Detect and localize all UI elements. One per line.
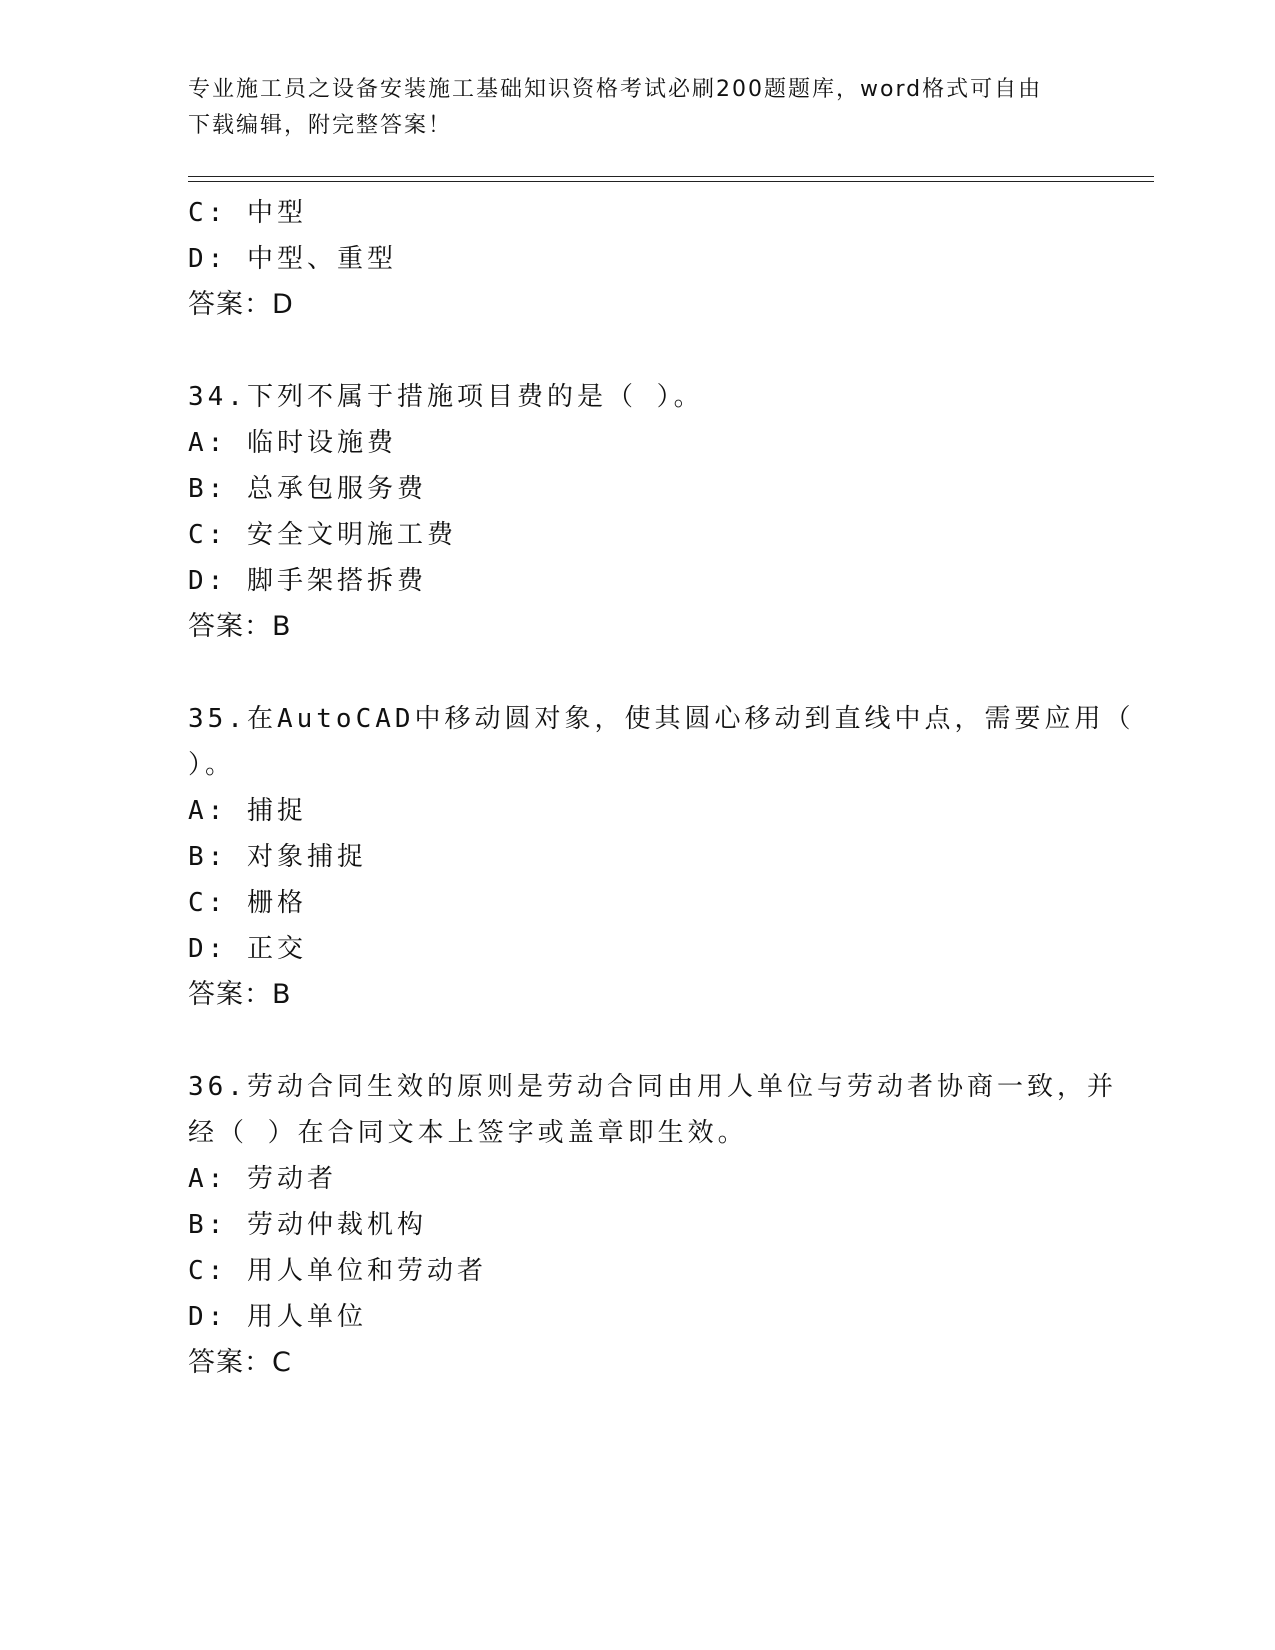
question-34 <box>188 374 1148 650</box>
answer-line: 答案：C <box>188 1347 292 1378</box>
option-d: D: 脚手架搭拆费 <box>188 566 427 596</box>
question-text: 35.在AutoCAD中移动圆对象，使其圆心移动到直线中点，需要应用（ <box>188 704 1135 734</box>
answer-line: 答案：B <box>188 611 292 642</box>
option-b: B: 对象捕捉 <box>188 842 367 872</box>
option-c: C: 安全文明施工费 <box>188 520 457 550</box>
answer-line: 答案：D <box>188 289 294 320</box>
option-a: A: 劳动者 <box>188 1164 337 1194</box>
spacer <box>188 650 1148 696</box>
option-a: A: 捕捉 <box>188 796 307 826</box>
header-title-line-1: 专业施工员之设备安装施工基础知识资格考试必刷200题题库，word格式可自由 <box>188 77 1043 102</box>
question-33-continued <box>188 190 1148 328</box>
header-title-line-2: 下载编辑，附完整答案！ <box>188 113 453 138</box>
header-divider-top <box>188 176 1154 177</box>
spacer <box>188 1018 1148 1064</box>
question-text: 34.下列不属于措施项目费的是（ ）。 <box>188 382 704 412</box>
option-d: D: 正交 <box>188 934 307 964</box>
question-text-continued: 经（ ）在合同文本上签字或盖章即生效。 <box>188 1118 748 1148</box>
option-d: D: 中型、重型 <box>188 244 397 274</box>
option-a: A: 临时设施费 <box>188 428 397 458</box>
question-36 <box>188 1064 1148 1386</box>
option-d: D: 用人单位 <box>188 1302 367 1332</box>
answer-line: 答案：B <box>188 979 292 1010</box>
question-text-continued: ）。 <box>188 750 236 780</box>
spacer <box>188 328 1148 374</box>
question-text: 36.劳动合同生效的原则是劳动合同由用人单位与劳动者协商一致，并 <box>188 1072 1117 1102</box>
option-c: C: 栅格 <box>188 888 307 918</box>
option-c: C: 中型 <box>188 198 307 228</box>
option-b: B: 劳动仲裁机构 <box>188 1210 427 1240</box>
option-c: C: 用人单位和劳动者 <box>188 1256 487 1286</box>
question-list <box>188 190 1148 1386</box>
document-header <box>188 72 1088 144</box>
header-divider-bottom <box>188 181 1154 182</box>
question-35 <box>188 696 1148 1018</box>
option-b: B: 总承包服务费 <box>188 474 427 504</box>
